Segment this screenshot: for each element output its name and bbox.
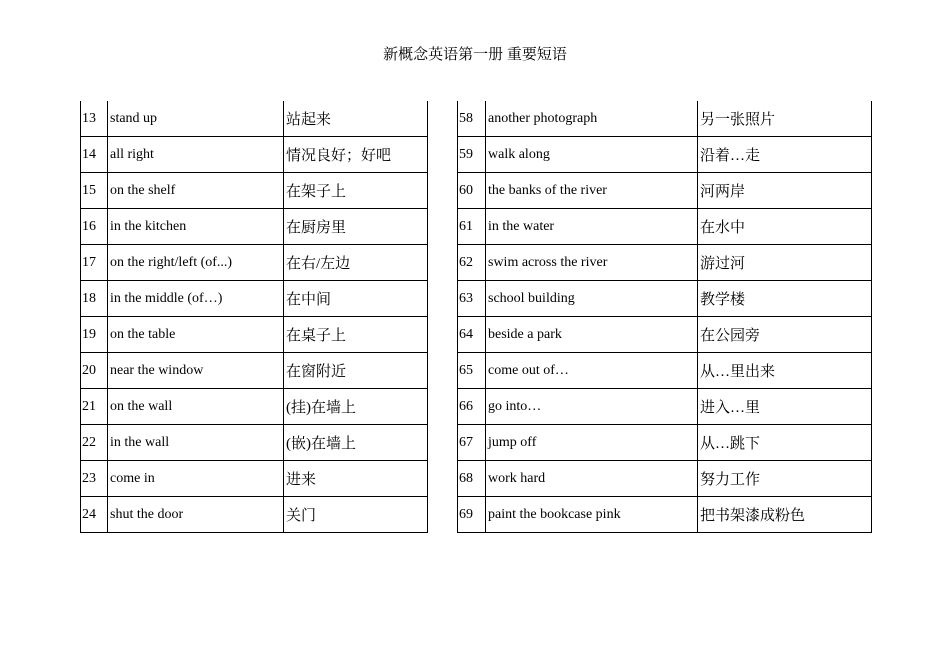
english-phrase: jump off [486, 425, 698, 461]
english-phrase: swim across the river [486, 245, 698, 281]
phrase-table-left [80, 101, 428, 533]
chinese-meaning: 教学楼 [698, 281, 872, 317]
english-phrase: paint the bookcase pink [486, 497, 698, 533]
table-row [458, 137, 872, 173]
english-phrase: in the middle (of…) [108, 281, 284, 317]
chinese-meaning: 游过河 [698, 245, 872, 281]
english-phrase: shut the door [108, 497, 284, 533]
row-number: 65 [458, 353, 486, 389]
english-phrase: on the right/left (of...) [108, 245, 284, 281]
row-number: 66 [458, 389, 486, 425]
chinese-meaning: (嵌)在墙上 [284, 425, 428, 461]
table-row [81, 461, 428, 497]
chinese-meaning: 在水中 [698, 209, 872, 245]
chinese-meaning: 河两岸 [698, 173, 872, 209]
chinese-meaning: 从…跳下 [698, 425, 872, 461]
english-phrase: in the water [486, 209, 698, 245]
table-row [81, 101, 428, 137]
english-phrase: school building [486, 281, 698, 317]
table-row [458, 461, 872, 497]
table-row [458, 389, 872, 425]
table-row [81, 353, 428, 389]
english-phrase: beside a park [486, 317, 698, 353]
chinese-meaning: 进来 [284, 461, 428, 497]
table-row [458, 317, 872, 353]
chinese-meaning: 进入…里 [698, 389, 872, 425]
row-number: 14 [81, 137, 108, 173]
chinese-meaning: (挂)在墙上 [284, 389, 428, 425]
row-number: 59 [458, 137, 486, 173]
row-number: 63 [458, 281, 486, 317]
table-row [81, 209, 428, 245]
english-phrase: come in [108, 461, 284, 497]
chinese-meaning: 沿着…走 [698, 137, 872, 173]
table-row [458, 209, 872, 245]
chinese-meaning: 关门 [284, 497, 428, 533]
table-row [81, 173, 428, 209]
row-number: 58 [458, 101, 486, 137]
row-number: 17 [81, 245, 108, 281]
chinese-meaning: 在公园旁 [698, 317, 872, 353]
row-number: 62 [458, 245, 486, 281]
row-number: 19 [81, 317, 108, 353]
row-number: 15 [81, 173, 108, 209]
table-row [81, 317, 428, 353]
table-row [81, 425, 428, 461]
english-phrase: another photograph [486, 101, 698, 137]
english-phrase: walk along [486, 137, 698, 173]
english-phrase: in the kitchen [108, 209, 284, 245]
row-number: 67 [458, 425, 486, 461]
row-number: 24 [81, 497, 108, 533]
english-phrase: go into… [486, 389, 698, 425]
chinese-meaning: 把书架漆成粉色 [698, 497, 872, 533]
table-row [458, 353, 872, 389]
row-number: 60 [458, 173, 486, 209]
table-row [458, 173, 872, 209]
table-row [458, 425, 872, 461]
chinese-meaning: 在窗附近 [284, 353, 428, 389]
english-phrase: work hard [486, 461, 698, 497]
english-phrase: come out of… [486, 353, 698, 389]
row-number: 64 [458, 317, 486, 353]
chinese-meaning: 从…里出来 [698, 353, 872, 389]
chinese-meaning: 在厨房里 [284, 209, 428, 245]
row-number: 16 [81, 209, 108, 245]
table-row [458, 497, 872, 533]
row-number: 13 [81, 101, 108, 137]
chinese-meaning: 情况良好；好吧 [284, 137, 428, 173]
row-number: 21 [81, 389, 108, 425]
chinese-meaning: 努力工作 [698, 461, 872, 497]
row-number: 20 [81, 353, 108, 389]
table-row [458, 281, 872, 317]
page-title: 新概念英语第一册 重要短语 [383, 47, 567, 63]
table-row [458, 101, 872, 137]
chinese-meaning: 在中间 [284, 281, 428, 317]
row-number: 22 [81, 425, 108, 461]
english-phrase: on the table [108, 317, 284, 353]
english-phrase: near the window [108, 353, 284, 389]
row-number: 18 [81, 281, 108, 317]
chinese-meaning: 在架子上 [284, 173, 428, 209]
english-phrase: all right [108, 137, 284, 173]
table-row [81, 389, 428, 425]
row-number: 69 [458, 497, 486, 533]
row-number: 68 [458, 461, 486, 497]
chinese-meaning: 在桌子上 [284, 317, 428, 353]
chinese-meaning: 另一张照片 [698, 101, 872, 137]
table-row [81, 137, 428, 173]
english-phrase: stand up [108, 101, 284, 137]
row-number: 61 [458, 209, 486, 245]
chinese-meaning: 在右/左边 [284, 245, 428, 281]
chinese-meaning: 站起来 [284, 101, 428, 137]
table-row [81, 245, 428, 281]
row-number: 23 [81, 461, 108, 497]
english-phrase: on the wall [108, 389, 284, 425]
english-phrase: the banks of the river [486, 173, 698, 209]
table-row [81, 281, 428, 317]
english-phrase: on the shelf [108, 173, 284, 209]
english-phrase: in the wall [108, 425, 284, 461]
table-row [458, 245, 872, 281]
table-row [81, 497, 428, 533]
phrase-table-right [457, 101, 872, 533]
